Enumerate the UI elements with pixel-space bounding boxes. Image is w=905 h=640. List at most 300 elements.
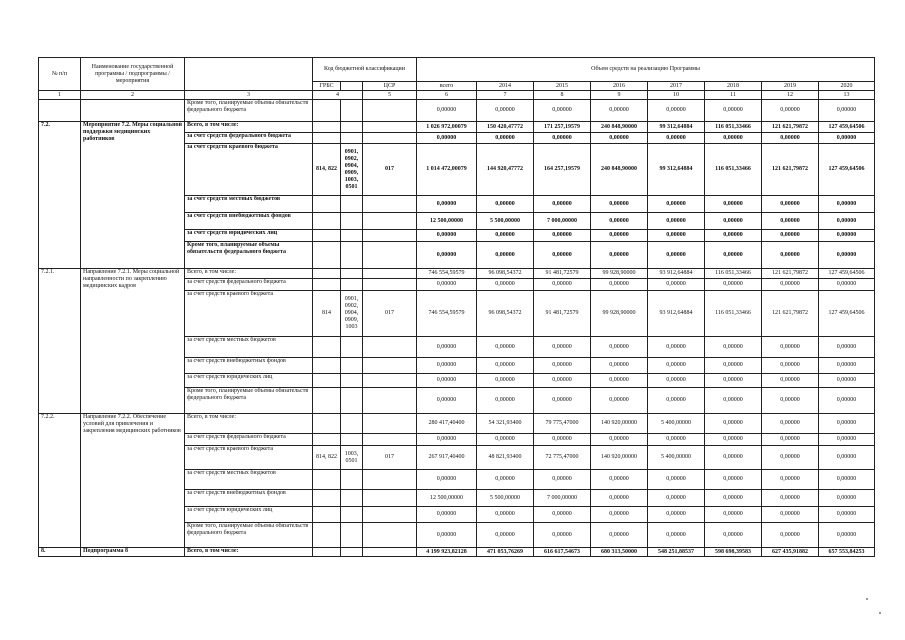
amount-cell: 0,00000 bbox=[705, 446, 762, 470]
amount-cell: 0,00000 bbox=[762, 213, 819, 230]
amount-cell: 0,00000 bbox=[648, 388, 705, 414]
amount-cell: 0,00000 bbox=[648, 358, 705, 374]
header-year: 2018 bbox=[705, 82, 762, 91]
table-row bbox=[39, 100, 875, 122]
amount-cell: 0,00000 bbox=[705, 523, 762, 548]
amount-cell: 0,00000 bbox=[477, 242, 534, 269]
amount-cell: 121 621,79872 bbox=[762, 291, 819, 337]
amount-cell: 121 621,79872 bbox=[762, 122, 819, 133]
funding-source: Кроме того, планируемые объемы обязательств федерального бюджета bbox=[185, 388, 313, 414]
amount-cell: 0,00000 bbox=[417, 196, 477, 213]
rz-code: 1003, 0501 bbox=[341, 446, 363, 470]
amount-cell: 7 000,00000 bbox=[534, 213, 591, 230]
amount-cell: 140 920,00000 bbox=[591, 446, 648, 470]
rz-code bbox=[341, 507, 363, 523]
amount-cell: 121 621,79872 bbox=[762, 144, 819, 196]
rz-code bbox=[341, 196, 363, 213]
grbs-code bbox=[313, 388, 341, 414]
col-number: 8 bbox=[534, 91, 591, 100]
amount-cell: 93 912,64884 bbox=[648, 269, 705, 279]
csr-code bbox=[363, 548, 417, 557]
amount-cell: 0,00000 bbox=[591, 434, 648, 446]
amount-cell: 0,00000 bbox=[477, 100, 534, 122]
amount-cell: 0,00000 bbox=[819, 523, 875, 548]
amount-cell: 0,00000 bbox=[534, 279, 591, 291]
rz-code bbox=[341, 213, 363, 230]
csr-code bbox=[363, 337, 417, 358]
amount-cell: 0,00000 bbox=[762, 242, 819, 269]
amount-cell: 0,00000 bbox=[762, 507, 819, 523]
amount-cell: 1 014 472,00079 bbox=[417, 144, 477, 196]
amount-cell: 0,00000 bbox=[534, 388, 591, 414]
rz-code bbox=[341, 230, 363, 242]
amount-cell: 0,00000 bbox=[819, 490, 875, 507]
amount-cell: 746 554,59579 bbox=[417, 291, 477, 337]
amount-cell: 0,00000 bbox=[819, 507, 875, 523]
grbs-code bbox=[313, 279, 341, 291]
row-name: Мероприятие 7.2. Меры социальной поддержки медицинских работников bbox=[81, 122, 185, 269]
rz-code bbox=[341, 490, 363, 507]
header-funds: Объем средств на реализацию Программы bbox=[417, 58, 875, 82]
amount-cell: 127 459,64506 bbox=[819, 144, 875, 196]
table-row bbox=[39, 269, 875, 279]
amount-cell: 0,00000 bbox=[591, 523, 648, 548]
amount-cell: 96 098,54372 bbox=[477, 269, 534, 279]
funding-source: за счет средств юридических лиц bbox=[185, 507, 313, 523]
header-rz bbox=[341, 82, 363, 91]
funding-source: за счет средств местных бюджетов bbox=[185, 337, 313, 358]
grbs-code bbox=[313, 490, 341, 507]
grbs-code bbox=[313, 213, 341, 230]
amount-cell: 0,00000 bbox=[477, 434, 534, 446]
rz-code bbox=[341, 358, 363, 374]
amount-cell: 0,00000 bbox=[819, 279, 875, 291]
amount-cell: 0,00000 bbox=[705, 470, 762, 490]
grbs-code bbox=[313, 523, 341, 548]
rz-code bbox=[341, 388, 363, 414]
amount-cell: 0,00000 bbox=[477, 358, 534, 374]
amount-cell: 0,00000 bbox=[591, 490, 648, 507]
amount-cell: 0,00000 bbox=[705, 279, 762, 291]
amount-cell: 0,00000 bbox=[705, 100, 762, 122]
csr-code bbox=[363, 100, 417, 122]
grbs-code bbox=[313, 434, 341, 446]
amount-cell: 127 459,64506 bbox=[819, 122, 875, 133]
amount-cell: 12 500,00000 bbox=[417, 213, 477, 230]
amount-cell: 0,00000 bbox=[417, 100, 477, 122]
amount-cell: 0,00000 bbox=[648, 230, 705, 242]
amount-cell: 0,00000 bbox=[591, 388, 648, 414]
amount-cell: 0,00000 bbox=[705, 490, 762, 507]
header-year: 2017 bbox=[648, 82, 705, 91]
amount-cell: 0,00000 bbox=[417, 374, 477, 388]
amount-cell: 0,00000 bbox=[417, 279, 477, 291]
funding-source: за счет средств юридических лиц bbox=[185, 230, 313, 242]
amount-cell: 0,00000 bbox=[534, 507, 591, 523]
amount-cell: 0,00000 bbox=[705, 374, 762, 388]
amount-cell: 0,00000 bbox=[591, 279, 648, 291]
amount-cell: 0,00000 bbox=[477, 230, 534, 242]
grbs-code bbox=[313, 358, 341, 374]
csr-code: 017 bbox=[363, 446, 417, 470]
amount-cell: 140 920,00000 bbox=[591, 414, 648, 434]
grbs-code: 814, 822 bbox=[313, 446, 341, 470]
rz-code bbox=[341, 434, 363, 446]
amount-cell: 0,00000 bbox=[762, 374, 819, 388]
amount-cell: 0,00000 bbox=[762, 196, 819, 213]
amount-cell: 5 400,00000 bbox=[648, 414, 705, 434]
header-year: 2016 bbox=[591, 82, 648, 91]
grbs-code bbox=[313, 414, 341, 434]
header-year: 2014 bbox=[477, 82, 534, 91]
row-number: 7.2. bbox=[39, 122, 81, 269]
rz-code: 0901, 0902, 0904, 0909, 1003, 0501 bbox=[341, 144, 363, 196]
amount-cell: 0,00000 bbox=[534, 242, 591, 269]
amount-cell: 0,00000 bbox=[819, 374, 875, 388]
csr-code bbox=[363, 388, 417, 414]
grbs-code bbox=[313, 196, 341, 213]
rz-code bbox=[341, 414, 363, 434]
rz-code bbox=[341, 470, 363, 490]
row-name bbox=[81, 100, 185, 122]
scan-speck bbox=[879, 612, 881, 614]
amount-cell: 91 481,72579 bbox=[534, 291, 591, 337]
amount-cell: 0,00000 bbox=[477, 470, 534, 490]
amount-cell: 0,00000 bbox=[819, 388, 875, 414]
csr-code bbox=[363, 434, 417, 446]
grbs-code bbox=[313, 122, 341, 133]
header-year: всего bbox=[417, 82, 477, 91]
amount-cell: 0,00000 bbox=[762, 388, 819, 414]
row-number: 7.2.2. bbox=[39, 414, 81, 548]
amount-cell: 280 417,40400 bbox=[417, 414, 477, 434]
funding-source: за счет средств внебюджетных фондов bbox=[185, 358, 313, 374]
amount-cell: 0,00000 bbox=[705, 434, 762, 446]
amount-cell: 0,00000 bbox=[819, 213, 875, 230]
amount-cell: 0,00000 bbox=[591, 507, 648, 523]
amount-cell: 0,00000 bbox=[417, 388, 477, 414]
funding-source: за счет средств местных бюджетов bbox=[185, 470, 313, 490]
csr-code bbox=[363, 213, 417, 230]
col-number: 7 bbox=[477, 91, 534, 100]
funding-source: за счет средств краевого бюджета bbox=[185, 291, 313, 337]
amount-cell: 598 698,39583 bbox=[705, 548, 762, 557]
amount-cell: 0,00000 bbox=[648, 490, 705, 507]
amount-cell: 0,00000 bbox=[762, 434, 819, 446]
rz-code bbox=[341, 100, 363, 122]
amount-cell: 0,00000 bbox=[477, 133, 534, 144]
csr-code bbox=[363, 507, 417, 523]
rz-code bbox=[341, 337, 363, 358]
amount-cell: 0,00000 bbox=[762, 337, 819, 358]
col-number: 12 bbox=[762, 91, 819, 100]
col-number: 5 bbox=[363, 91, 417, 100]
grbs-code: 814 bbox=[313, 291, 341, 337]
amount-cell: 116 051,33466 bbox=[705, 122, 762, 133]
amount-cell: 116 051,33466 bbox=[705, 269, 762, 279]
amount-cell: 0,00000 bbox=[477, 507, 534, 523]
amount-cell: 0,00000 bbox=[762, 470, 819, 490]
funding-source: за счет средств внебюджетных фондов bbox=[185, 490, 313, 507]
amount-cell: 0,00000 bbox=[819, 446, 875, 470]
rz-code bbox=[341, 242, 363, 269]
col-number: 2 bbox=[81, 91, 185, 100]
csr-code: 017 bbox=[363, 144, 417, 196]
funding-source: за счет средств федерального бюджета bbox=[185, 133, 313, 144]
csr-code bbox=[363, 490, 417, 507]
col-number: 9 bbox=[591, 91, 648, 100]
col-number: 1 bbox=[39, 91, 81, 100]
funding-source: за счет средств юридических лиц bbox=[185, 374, 313, 388]
csr-code bbox=[363, 230, 417, 242]
amount-cell: 0,00000 bbox=[534, 434, 591, 446]
amount-cell: 72 775,47000 bbox=[534, 446, 591, 470]
amount-cell: 0,00000 bbox=[534, 470, 591, 490]
row-name: Подпрограмма 8 bbox=[81, 548, 185, 557]
grbs-code bbox=[313, 242, 341, 269]
amount-cell: 1 026 972,00079 bbox=[417, 122, 477, 133]
funding-source: Кроме того, планируемые объемы обязательств федерального бюджета bbox=[185, 100, 313, 122]
grbs-code bbox=[313, 100, 341, 122]
header-no: № п/п bbox=[39, 58, 81, 91]
amount-cell: 0,00000 bbox=[762, 133, 819, 144]
col-number: 11 bbox=[705, 91, 762, 100]
amount-cell: 5 400,00000 bbox=[648, 446, 705, 470]
rz-code bbox=[341, 279, 363, 291]
header-csr: ЦСР bbox=[363, 82, 417, 91]
csr-code bbox=[363, 358, 417, 374]
amount-cell: 0,00000 bbox=[762, 490, 819, 507]
amount-cell: 5 500,00000 bbox=[477, 213, 534, 230]
row-name: Направление 7.2.2. Обеспечение условий для привлечения и закрепления медицинских работников bbox=[81, 414, 185, 548]
amount-cell: 0,00000 bbox=[762, 230, 819, 242]
amount-cell: 0,00000 bbox=[417, 358, 477, 374]
table-row bbox=[39, 122, 875, 133]
amount-cell: 0,00000 bbox=[762, 358, 819, 374]
amount-cell: 0,00000 bbox=[591, 470, 648, 490]
funding-source: Всего, в том числе: bbox=[185, 548, 313, 557]
column-number-row bbox=[39, 91, 875, 100]
rz-code bbox=[341, 122, 363, 133]
amount-cell: 0,00000 bbox=[648, 523, 705, 548]
amount-cell: 0,00000 bbox=[591, 230, 648, 242]
csr-code bbox=[363, 523, 417, 548]
amount-cell: 116 051,33466 bbox=[705, 144, 762, 196]
amount-cell: 121 621,79872 bbox=[762, 269, 819, 279]
amount-cell: 471 053,76269 bbox=[477, 548, 534, 557]
amount-cell: 0,00000 bbox=[591, 337, 648, 358]
amount-cell: 96 098,54372 bbox=[477, 291, 534, 337]
col-number: 13 bbox=[819, 91, 875, 100]
header-grbs: ГРБС bbox=[313, 82, 341, 91]
amount-cell: 0,00000 bbox=[417, 337, 477, 358]
amount-cell: 0,00000 bbox=[819, 358, 875, 374]
amount-cell: 0,00000 bbox=[819, 470, 875, 490]
grbs-code bbox=[313, 470, 341, 490]
row-number bbox=[39, 100, 81, 122]
amount-cell: 0,00000 bbox=[417, 434, 477, 446]
amount-cell: 0,00000 bbox=[591, 196, 648, 213]
amount-cell: 150 420,47772 bbox=[477, 122, 534, 133]
amount-cell: 164 257,19579 bbox=[534, 144, 591, 196]
csr-code bbox=[363, 279, 417, 291]
csr-code bbox=[363, 242, 417, 269]
amount-cell: 0,00000 bbox=[705, 388, 762, 414]
amount-cell: 0,00000 bbox=[648, 100, 705, 122]
amount-cell: 657 553,84253 bbox=[819, 548, 875, 557]
scan-speck bbox=[866, 598, 868, 600]
funding-source: Кроме того, планируемые объемы обязательств федерального бюджета bbox=[185, 242, 313, 269]
csr-code bbox=[363, 374, 417, 388]
amount-cell: 0,00000 bbox=[534, 133, 591, 144]
amount-cell: 0,00000 bbox=[819, 196, 875, 213]
amount-cell: 0,00000 bbox=[819, 337, 875, 358]
amount-cell: 0,00000 bbox=[417, 230, 477, 242]
table-row bbox=[39, 414, 875, 434]
amount-cell: 0,00000 bbox=[477, 337, 534, 358]
amount-cell: 0,00000 bbox=[819, 414, 875, 434]
grbs-code bbox=[313, 269, 341, 279]
grbs-code bbox=[313, 337, 341, 358]
rz-code bbox=[341, 548, 363, 557]
amount-cell: 0,00000 bbox=[534, 374, 591, 388]
amount-cell: 0,00000 bbox=[417, 133, 477, 144]
amount-cell: 0,00000 bbox=[591, 242, 648, 269]
amount-cell: 171 257,19579 bbox=[534, 122, 591, 133]
csr-code bbox=[363, 269, 417, 279]
amount-cell: 0,00000 bbox=[417, 470, 477, 490]
row-number: 7.2.1. bbox=[39, 269, 81, 414]
amount-cell: 48 821,93400 bbox=[477, 446, 534, 470]
funding-source: Всего, в том числе: bbox=[185, 414, 313, 434]
amount-cell: 548 251,88537 bbox=[648, 548, 705, 557]
amount-cell: 0,00000 bbox=[705, 133, 762, 144]
amount-cell: 99 928,90000 bbox=[591, 291, 648, 337]
csr-code bbox=[363, 414, 417, 434]
amount-cell: 0,00000 bbox=[591, 213, 648, 230]
col-number: 10 bbox=[648, 91, 705, 100]
funding-source: Всего, в том числе: bbox=[185, 122, 313, 133]
funding-source: за счет средств местных бюджетов bbox=[185, 196, 313, 213]
amount-cell: 0,00000 bbox=[648, 279, 705, 291]
grbs-code: 814, 822 bbox=[313, 144, 341, 196]
amount-cell: 0,00000 bbox=[705, 414, 762, 434]
header-kbk: Код бюджетной классификации bbox=[313, 58, 417, 82]
amount-cell: 0,00000 bbox=[534, 100, 591, 122]
funding-source: за счет средств краевого бюджета bbox=[185, 144, 313, 196]
amount-cell: 0,00000 bbox=[648, 213, 705, 230]
amount-cell: 0,00000 bbox=[477, 279, 534, 291]
amount-cell: 99 928,90000 bbox=[591, 269, 648, 279]
amount-cell: 0,00000 bbox=[705, 337, 762, 358]
rz-code: 0901, 0902, 0904, 0909, 1003 bbox=[341, 291, 363, 337]
col-number: 4 bbox=[313, 91, 363, 100]
header-year: 2020 bbox=[819, 82, 875, 91]
amount-cell: 0,00000 bbox=[534, 196, 591, 213]
amount-cell: 0,00000 bbox=[819, 100, 875, 122]
amount-cell: 0,00000 bbox=[477, 523, 534, 548]
amount-cell: 0,00000 bbox=[819, 133, 875, 144]
grbs-code bbox=[313, 507, 341, 523]
funding-source: за счет средств внебюджетных фондов bbox=[185, 213, 313, 230]
amount-cell: 144 920,47772 bbox=[477, 144, 534, 196]
funding-source: Всего, в том числе: bbox=[185, 269, 313, 279]
grbs-code bbox=[313, 374, 341, 388]
amount-cell: 0,00000 bbox=[762, 279, 819, 291]
rz-code bbox=[341, 133, 363, 144]
amount-cell: 127 459,64506 bbox=[819, 269, 875, 279]
amount-cell: 0,00000 bbox=[417, 242, 477, 269]
amount-cell: 0,00000 bbox=[819, 434, 875, 446]
amount-cell: 91 481,72579 bbox=[534, 269, 591, 279]
table-row bbox=[39, 548, 875, 557]
amount-cell: 0,00000 bbox=[534, 523, 591, 548]
amount-cell: 0,00000 bbox=[648, 470, 705, 490]
amount-cell: 93 912,64884 bbox=[648, 291, 705, 337]
amount-cell: 267 917,40400 bbox=[417, 446, 477, 470]
amount-cell: 746 554,59579 bbox=[417, 269, 477, 279]
amount-cell: 0,00000 bbox=[705, 242, 762, 269]
amount-cell: 0,00000 bbox=[705, 507, 762, 523]
budget-table bbox=[38, 57, 875, 557]
amount-cell: 0,00000 bbox=[648, 242, 705, 269]
csr-code bbox=[363, 122, 417, 133]
csr-code: 017 bbox=[363, 291, 417, 337]
amount-cell: 0,00000 bbox=[477, 196, 534, 213]
amount-cell: 0,00000 bbox=[648, 374, 705, 388]
amount-cell: 0,00000 bbox=[648, 337, 705, 358]
amount-cell: 0,00000 bbox=[705, 358, 762, 374]
amount-cell: 99 312,64884 bbox=[648, 144, 705, 196]
amount-cell: 0,00000 bbox=[819, 230, 875, 242]
amount-cell: 0,00000 bbox=[591, 374, 648, 388]
csr-code bbox=[363, 133, 417, 144]
amount-cell: 0,00000 bbox=[534, 230, 591, 242]
grbs-code bbox=[313, 548, 341, 557]
funding-source: Кроме того, планируемые объемы обязательств федерального бюджета bbox=[185, 523, 313, 548]
header-year: 2015 bbox=[534, 82, 591, 91]
rz-code bbox=[341, 374, 363, 388]
amount-cell: 0,00000 bbox=[477, 374, 534, 388]
amount-cell: 240 848,90000 bbox=[591, 144, 648, 196]
grbs-code bbox=[313, 230, 341, 242]
amount-cell: 0,00000 bbox=[534, 358, 591, 374]
col-number: 6 bbox=[417, 91, 477, 100]
amount-cell: 240 848,90000 bbox=[591, 122, 648, 133]
amount-cell: 0,00000 bbox=[591, 100, 648, 122]
amount-cell: 0,00000 bbox=[477, 388, 534, 414]
amount-cell: 0,00000 bbox=[648, 507, 705, 523]
header-source bbox=[185, 58, 313, 91]
table-body bbox=[39, 58, 875, 557]
rz-code bbox=[341, 523, 363, 548]
rz-code bbox=[341, 269, 363, 279]
csr-code bbox=[363, 196, 417, 213]
amount-cell: 680 313,50000 bbox=[591, 548, 648, 557]
funding-source: за счет средств краевого бюджета bbox=[185, 446, 313, 470]
row-number: 8. bbox=[39, 548, 81, 557]
amount-cell: 0,00000 bbox=[762, 523, 819, 548]
amount-cell: 0,00000 bbox=[417, 523, 477, 548]
amount-cell: 0,00000 bbox=[762, 100, 819, 122]
amount-cell: 0,00000 bbox=[705, 213, 762, 230]
amount-cell: 99 312,64884 bbox=[648, 122, 705, 133]
amount-cell: 127 459,64506 bbox=[819, 291, 875, 337]
amount-cell: 0,00000 bbox=[648, 133, 705, 144]
amount-cell: 0,00000 bbox=[591, 133, 648, 144]
amount-cell: 79 775,47000 bbox=[534, 414, 591, 434]
amount-cell: 4 199 923,82128 bbox=[417, 548, 477, 557]
